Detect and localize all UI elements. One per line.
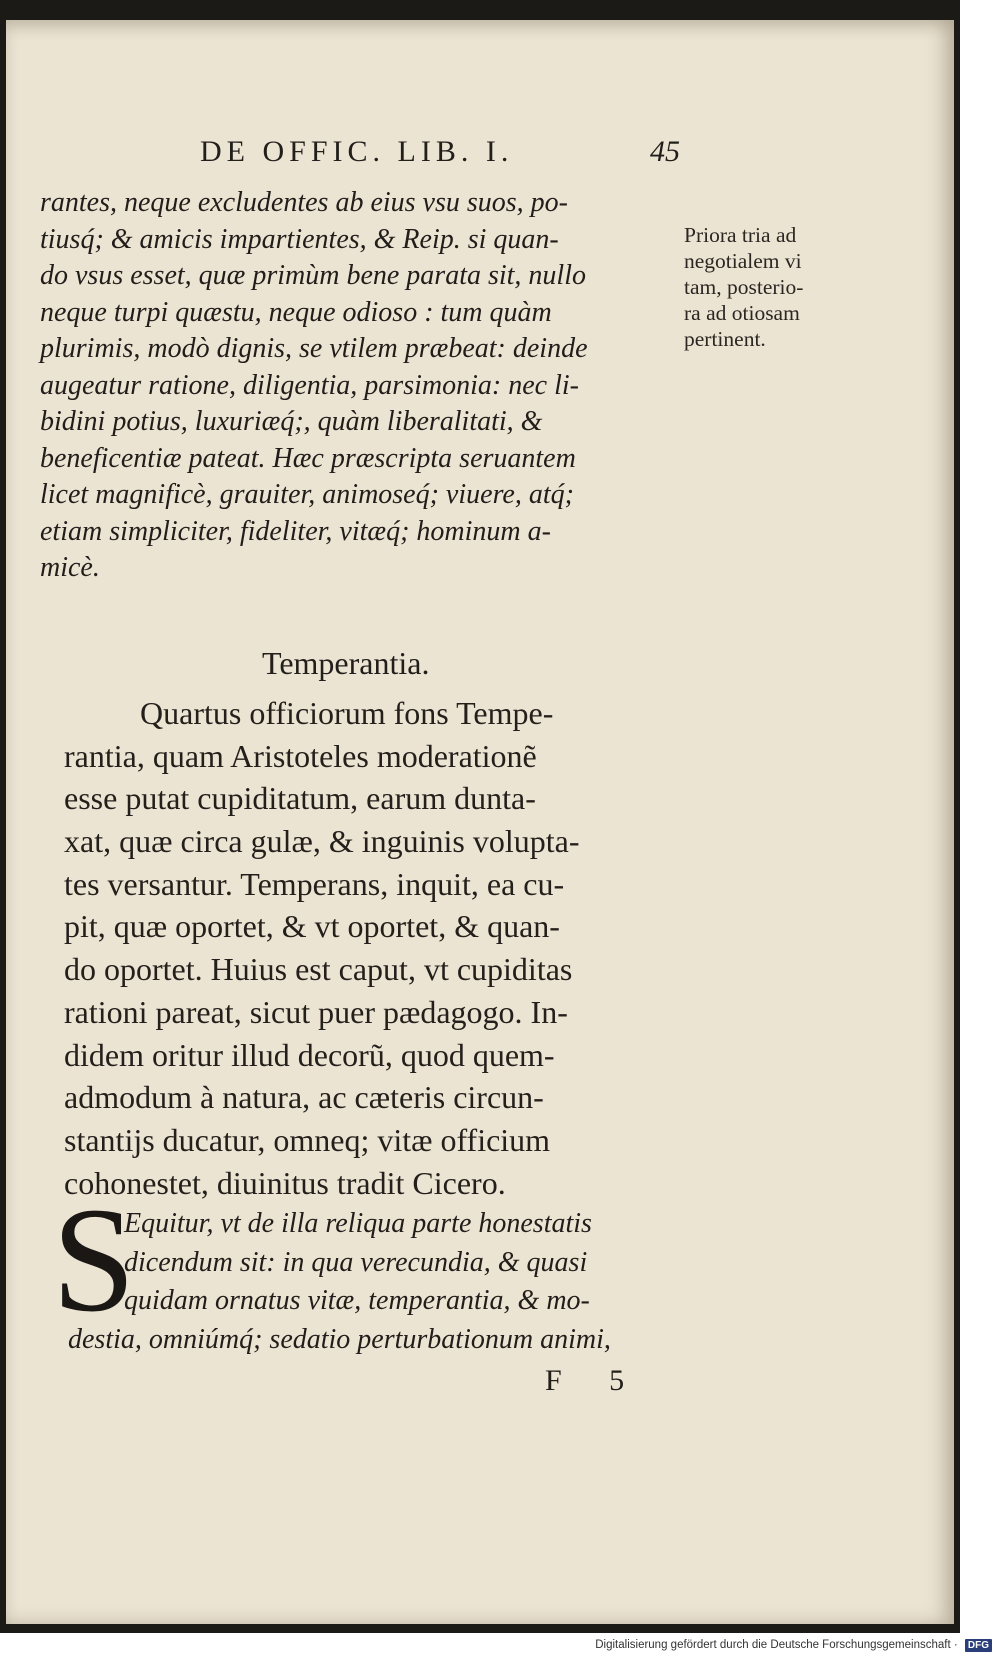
paragraph-italic-2 [68,1205,704,1359]
digitization-credit [595,1637,992,1653]
text-line: didem oritur illud decorũ, quod quem- [64,1036,555,1073]
text-line: destia, omniúmq́; sedatio perturbationum animi, [68,1323,611,1355]
running-head-title: DE OFFIC. LIB. I. [200,135,514,168]
text-line: do vsus esset, quæ primùm bene parata sit, nullo [40,260,586,291]
text-line: tiusq́; & amicis impartientes, & Reip. si quan- [40,223,559,255]
text-line: cohonestet, diuinitus tradit Cicero. [64,1164,506,1201]
signature-mark: F 5 [545,1364,645,1397]
text-line: Equitur, vt de illa reliqua parte honestatis [124,1208,592,1239]
text-line: etiam simpliciter, fideliter, vitæq́; hominum a- [40,515,551,547]
section-heading: Temperantia. [262,645,430,681]
paragraph-italic-1 [40,185,680,587]
marginal-line: pertinent. [684,327,766,351]
running-head [200,135,680,175]
marginal-note [684,222,864,352]
text-line: stantijs ducatur, omneq; vitæ officium [64,1121,551,1158]
text-line: pit, quæ oportet, & vt oportet, & quan- [64,908,560,945]
text-line: Quartus officiorum fons Tempe- [140,695,554,731]
text-line: quidam ornatus vitæ, temperantia, & mo- [124,1285,590,1316]
marginal-line: negotialem vi [684,249,802,273]
text-line: rantes, neque excludentes ab eius vsu suos, po- [40,187,568,218]
text-line: do oportet. Huius est caput, vt cupiditas [64,951,573,988]
marginal-line: Priora tria ad [684,223,797,247]
drop-cap: S [52,1177,136,1343]
page-number: 45 [650,135,680,168]
text-line: tes versantur. Temperans, inquit, ea cu- [64,865,565,902]
marginal-line: ra ad otiosam [684,301,800,325]
text-line: xat, quæ circa gulæ, & inguinis volupta- [64,823,580,860]
text-line: rantia, quam Aristoteles moderationẽ [64,737,537,774]
text-line: rationi pareat, sicut puer pædagogo. In- [64,993,568,1030]
text-line: bidini potius, luxuriæq́;, quàm liberalitati, & [40,406,543,437]
text-line: plurimis, modò dignis, se vtilem præbeat: deinde [40,333,588,364]
text-line: augeatur ratione, diligentia, parsimonia: nec li- [40,369,579,401]
text-line: licet magnificè, grauiter, animoseq́; viuere, atq́; [40,479,574,510]
dfg-logo-icon: DFG [965,1639,992,1652]
text-line: admodum à natura, ac cæteris circun- [64,1079,544,1116]
text-line: beneficentiæ pateat. Hæc præscripta seruantem [40,442,576,474]
text-line: dicendum sit: in qua verecundia, & quasi [124,1246,588,1278]
text-line: micè. [40,552,100,583]
marginal-line: tam, posterio- [684,275,804,299]
paragraph-roman [64,692,704,1204]
credit-text: Digitalisierung gefördert durch die Deutsche Forschungsgemeinschaft · [595,1639,958,1651]
text-line: neque turpi quæstu, neque odioso : tum quàm [40,296,552,328]
text-line: esse putat cupiditatum, earum dunta- [64,780,536,817]
